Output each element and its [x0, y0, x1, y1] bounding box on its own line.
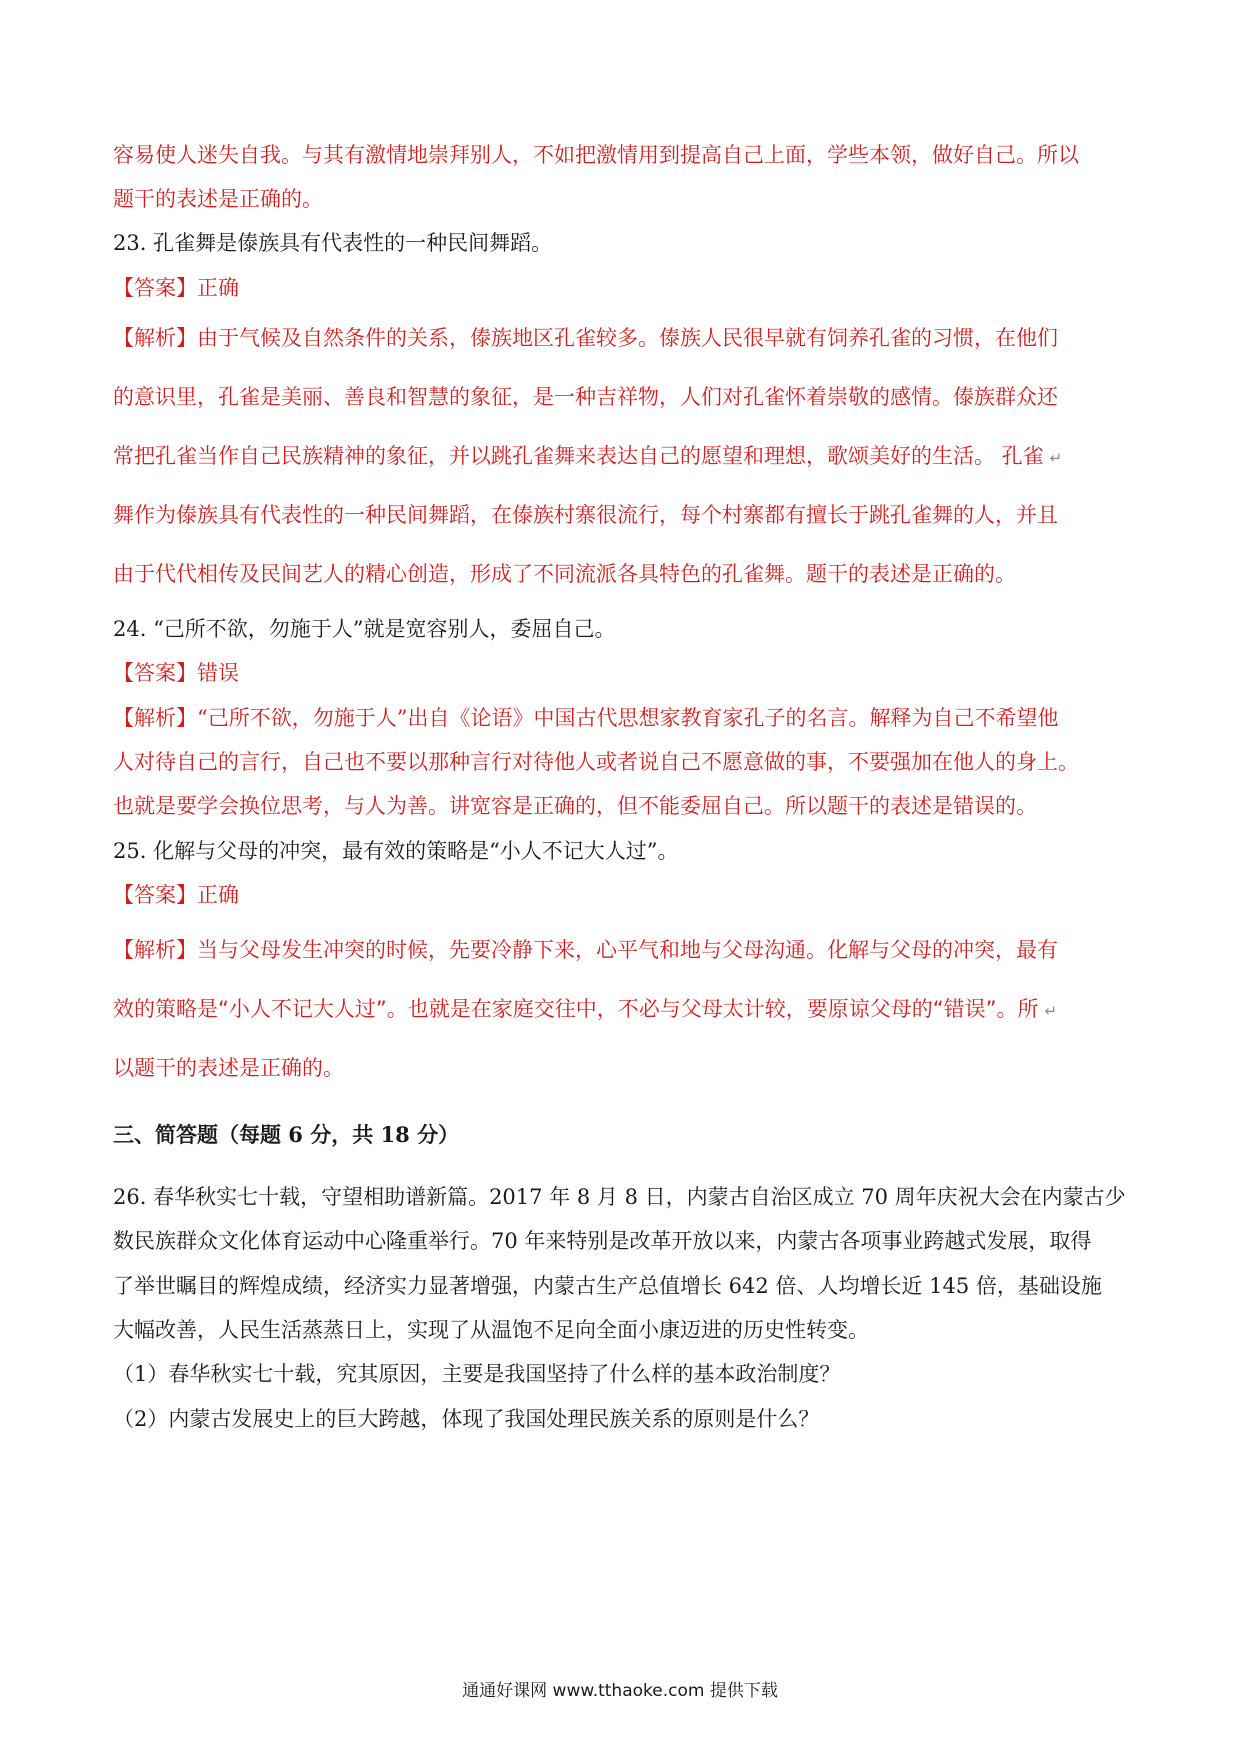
q22-analysis-line-1: 容易使人迷失自我。与其有激情地崇拜别人，不如把激情用到提高自己上面，学些本领，做好自己。所以: [113, 143, 1079, 167]
q23-analysis-line-3: [113, 441, 1140, 473]
q26-stem-line-2: 数民族群众文化体育运动中心隆重举行。70 年来特别是改革开放以来，内蒙古各项事业跨越式发展，取得: [113, 1229, 1092, 1253]
q24-analysis-line-3: 也就是要学会换位思考，与人为善。讲宽容是正确的，但不能委屈自己。所以题干的表述是错误的。: [113, 794, 1037, 818]
q25-answer: 【答案】正确: [113, 883, 239, 907]
q24-analysis-line-2: 人对待自己的言行，自己也不要以那种言行对待他人或者说自己不愿意做的事，不要强加在他人的身上。: [113, 750, 1079, 774]
q23-analysis-line-1: 【解析】由于气候及自然条件的关系，傣族地区孔雀较多。傣族人民很早就有饲养孔雀的习惯，在他们: [113, 326, 1058, 350]
q26-stem-line-3: 了举世瞩目的辉煌成绩，经济实力显著增强，内蒙古生产总值增长 642 倍、人均增长近 145 倍，基础设施: [113, 1274, 1102, 1298]
q25-analysis-line-2: [113, 994, 1140, 1026]
q25-analysis-line-2-text: 效的策略是“小人不记大人过”。也就是在家庭交往中，不必与父母太计较，要原谅父母的“错误”。所: [113, 997, 1039, 1021]
section-heading: 三、简答题（每题 6 分，共 18 分）: [113, 1122, 460, 1147]
q26-stem-line-1: 26. 春华秋实七十载，守望相助谱新篇。2017 年 8 月 8 日，内蒙古自治区成立 70 周年庆祝大会在内蒙古少: [113, 1185, 1126, 1209]
q23-analysis-line-3-text: 常把孔雀当作自己民族精神的象征，并以跳孔雀舞来表达自己的愿望和理想，歌颂美好的生活。 孔雀: [113, 444, 1044, 468]
q25-analysis-line-3: 以题干的表述是正确的。: [113, 1056, 344, 1080]
q24-question: 24. “己所不欲，勿施于人”就是宽容别人，委屈自己。: [113, 617, 616, 641]
q26-sub-question-1: （1）春华秋实七十载，究其原因，主要是我国坚持了什么样的基本政治制度？: [113, 1362, 841, 1386]
q23-analysis-line-4: 舞作为傣族具有代表性的一种民间舞蹈，在傣族村寨很流行，每个村寨都有擅长于跳孔雀舞的人，并且: [113, 503, 1058, 527]
q24-answer: 【答案】错误: [113, 661, 239, 685]
q23-analysis-line-2: 的意识里，孔雀是美丽、善良和智慧的象征，是一种吉祥物，人们对孔雀怀着崇敬的感情。傣族群众还: [113, 385, 1058, 409]
q24-analysis-line-1: 【解析】“己所不欲，勿施于人”出自《论语》中国古代思想家教育家孔子的名言。解释为自己不希望他: [113, 706, 1059, 730]
q25-question: 25. 化解与父母的冲突，最有效的策略是“小人不记大人过”。: [113, 839, 679, 863]
paragraph-mark-icon: ↵: [1044, 1002, 1058, 1020]
q23-answer: 【答案】正确: [113, 276, 239, 300]
page-footer: 通通好课网 www.tthaoke.com 提供下载: [462, 1681, 778, 1701]
q23-question: 23. 孔雀舞是傣族具有代表性的一种民间舞蹈。: [113, 231, 553, 255]
q25-analysis-line-1: 【解析】当与父母发生冲突的时候，先要冷静下来，心平气和地与父母沟通。化解与父母的冲突，最有: [113, 938, 1058, 962]
q26-sub-question-2: （2）内蒙古发展史上的巨大跨越，体现了我国处理民族关系的原则是什么？: [113, 1407, 820, 1431]
q23-analysis-line-5: 由于代代相传及民间艺人的精心创造，形成了不同流派各具特色的孔雀舞。题干的表述是正确的。: [113, 562, 1016, 586]
paragraph-mark-icon: ↵: [1049, 449, 1063, 467]
q26-stem-line-4: 大幅改善，人民生活蒸蒸日上，实现了从温饱不足向全面小康迈进的历史性转变。: [113, 1318, 869, 1342]
q22-analysis-line-2: 题干的表述是正确的。: [113, 187, 323, 211]
